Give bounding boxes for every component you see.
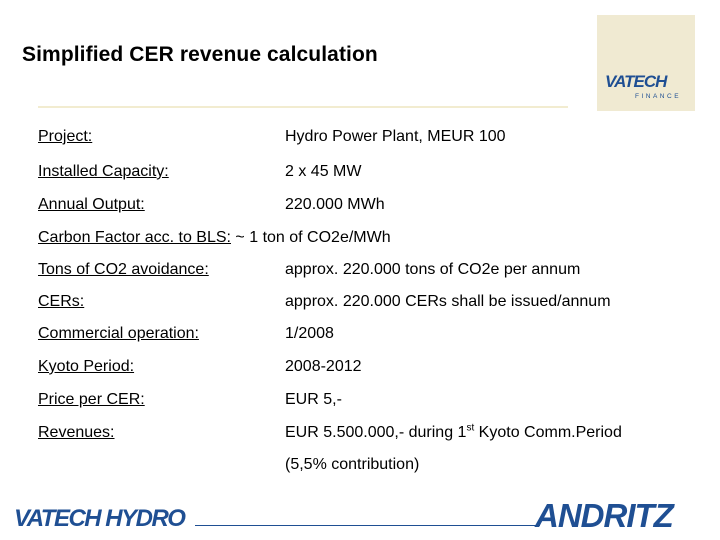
cers-value: approx. 220.000 CERs shall be issued/annum bbox=[285, 293, 611, 310]
vatech-hydro-logo: VATECH HYDRO bbox=[14, 505, 185, 532]
price-per-cer-label: Price per CER: bbox=[38, 391, 145, 408]
installed-capacity-value: 2 x 45 MW bbox=[285, 163, 362, 180]
revenues-value-end: Kyoto Comm.Period bbox=[474, 424, 622, 441]
title-divider bbox=[38, 106, 568, 108]
carbon-factor-value: ~ 1 ton of CO2e/MWh bbox=[230, 229, 391, 246]
project-label: Project: bbox=[38, 128, 93, 145]
kyoto-period-label: Kyoto Period: bbox=[38, 358, 135, 375]
revenues-value-sup: st bbox=[466, 422, 475, 434]
logo-sub-text: FINANCE bbox=[635, 93, 682, 100]
project-value: Hydro Power Plant, MEUR 100 bbox=[285, 128, 506, 145]
vatech-finance-logo bbox=[597, 15, 695, 111]
annual-output-value: 220.000 MWh bbox=[285, 196, 385, 213]
commercial-operation-value: 1/2008 bbox=[285, 325, 334, 342]
cers-label: CERs: bbox=[38, 293, 85, 310]
revenues-value bbox=[285, 423, 622, 443]
co2-avoidance-value: approx. 220.000 tons of CO2e per annum bbox=[285, 261, 581, 278]
commercial-operation-label: Commercial operation: bbox=[38, 325, 199, 342]
andritz-logo: ANDRITZ bbox=[535, 497, 673, 534]
installed-capacity-label: Installed Capacity: bbox=[38, 163, 169, 180]
logo-brand-text: VATECH bbox=[605, 72, 667, 91]
slide-title: Simplified CER revenue calculation bbox=[22, 43, 378, 66]
carbon-factor-label: Carbon Factor acc. to BLS: bbox=[38, 229, 231, 246]
carbon-factor-line bbox=[38, 228, 391, 248]
revenue-note: (5,5% contribution) bbox=[285, 456, 420, 473]
revenues-label: Revenues: bbox=[38, 424, 115, 441]
kyoto-period-value: 2008-2012 bbox=[285, 358, 362, 375]
co2-avoidance-label: Tons of CO2 avoidance: bbox=[38, 261, 209, 278]
footer-divider bbox=[195, 525, 540, 526]
revenues-value-main: EUR 5.500.000,- during 1 bbox=[285, 424, 467, 441]
price-per-cer-value: EUR 5,- bbox=[285, 391, 342, 408]
annual-output-label: Annual Output: bbox=[38, 196, 145, 213]
